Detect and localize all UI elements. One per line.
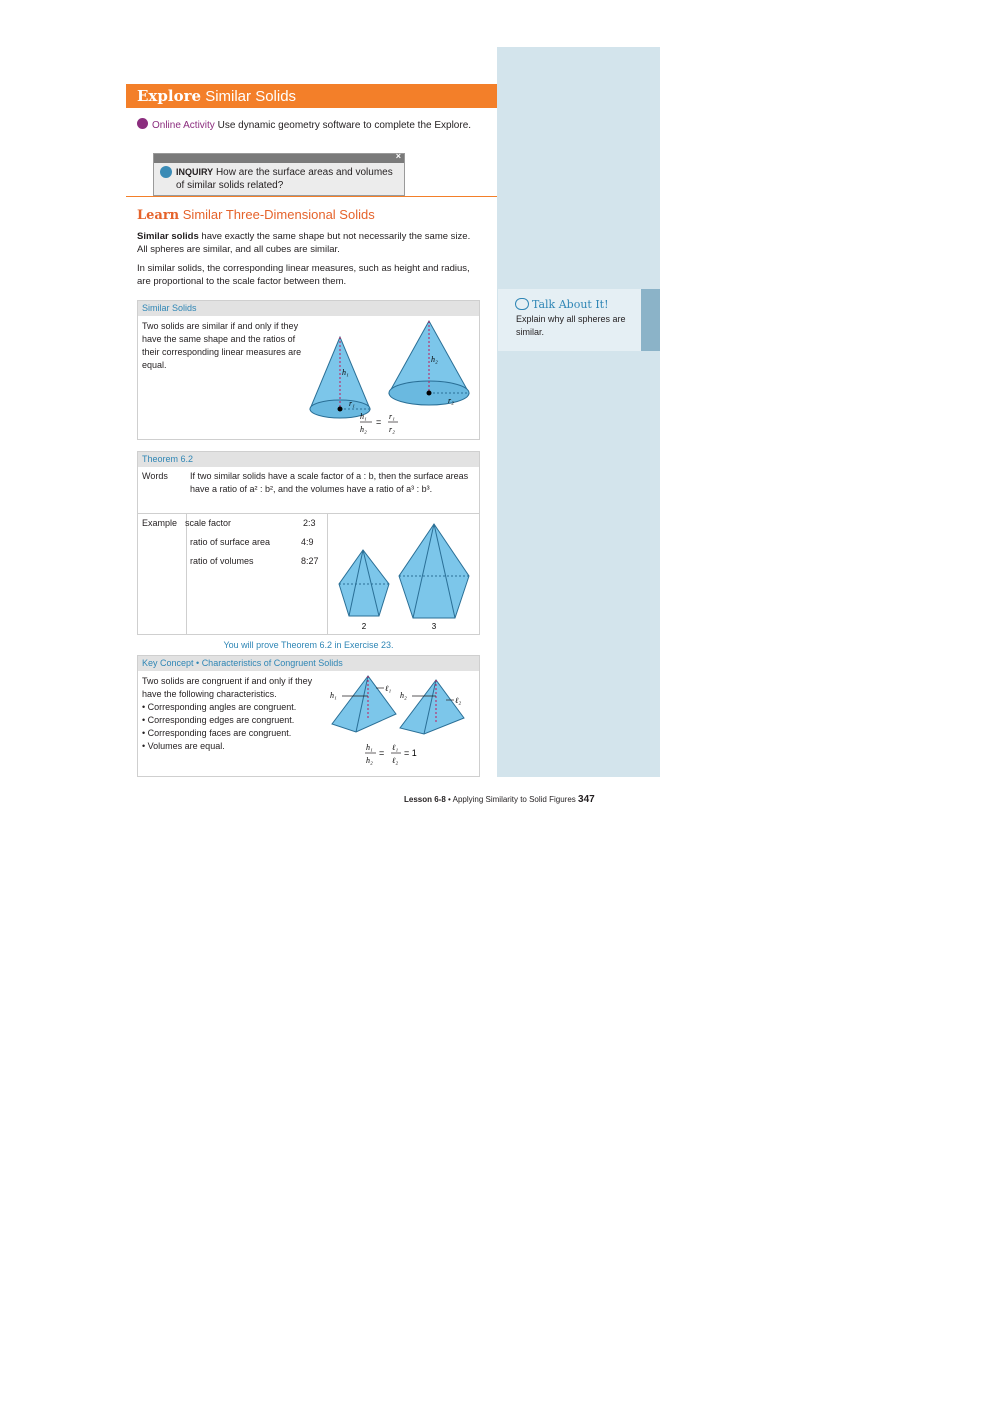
proof-note: You will prove Theorem 6.2 in Exercise 23.: [223, 640, 394, 650]
paragraph-1-text: have exactly the same shape but not necessarily the same size. All spheres are similar, and all cubes are similar.: [137, 231, 471, 255]
key-concept-header: Key Concept • Characteristics of Congruent Solids: [138, 656, 479, 671]
ratio-r1: r₁: [389, 412, 395, 421]
theorem-divider: [138, 513, 479, 514]
inquiry-titlebar: [154, 151, 404, 163]
learn-heading: Learn: [137, 208, 180, 223]
key-concept-title: Characteristics of Congruent Solids: [201, 658, 343, 668]
online-activity-text: Use dynamic geometry software to complete the Explore.: [217, 120, 472, 131]
pyramid-2: [400, 680, 464, 734]
kc-ratio-equals: =: [379, 748, 385, 758]
theorem-words-text: If two similar solids have a scale factor of a : b, then the surface areas have a ratio of a² : b², and the volumes have a ratio of a³ : b³.: [190, 471, 469, 494]
kc-label-l2: ℓ₂: [455, 696, 462, 705]
row-scale-factor-label: scale factor: [185, 518, 232, 528]
kc-ratio-l1: ℓ₁: [392, 743, 399, 752]
small-pyramid: [339, 550, 389, 616]
row-surface-area-label: ratio of surface area: [190, 537, 271, 547]
ratio-h1: h₁: [360, 412, 367, 421]
right-sidebar: [497, 47, 660, 777]
talk-text: Explain why all spheres are similar.: [516, 314, 626, 337]
inquiry-label: INQUIRY: [176, 167, 214, 177]
small-pyramid-label: 2: [361, 622, 367, 631]
key-concept-intro: Two solids are congruent if and only if they have the following characteristics.: [142, 676, 313, 699]
learn-heading-row: [137, 207, 375, 223]
online-activity-link[interactable]: Online Activity: [152, 120, 215, 131]
kc-ratio-one: = 1: [404, 748, 417, 758]
large-cone-center: [427, 391, 432, 396]
kc-ratio-h2: h₂: [366, 756, 373, 765]
theorem-col-divider-2: [327, 514, 328, 635]
explore-header: [126, 84, 497, 108]
close-icon[interactable]: ×: [395, 151, 401, 161]
label-h1: h₁: [342, 368, 349, 377]
page-number: 347: [578, 794, 595, 805]
bullet-edges: • Corresponding edges are congruent.: [142, 715, 295, 725]
footer-title: Applying Similarity to Solid Figures: [452, 795, 576, 804]
theorem-box: [137, 451, 480, 635]
row-volumes-label: ratio of volumes: [190, 556, 254, 566]
large-pyramid: [399, 524, 469, 618]
bullet-volumes: • Volumes are equal.: [142, 741, 225, 751]
explore-title: Similar Solids: [205, 88, 297, 105]
footer-lesson: Lesson 6-8: [404, 795, 446, 804]
online-activity: [137, 118, 482, 133]
label-r2: r₂: [448, 396, 454, 405]
ratio-h2: h₂: [360, 425, 367, 434]
key-concept-label: Key Concept: [142, 658, 194, 668]
square-pyramids-figure: [328, 672, 478, 776]
talk-side-strip: [641, 289, 660, 351]
talk-title-row: [515, 295, 609, 313]
online-activity-icon: [137, 118, 148, 129]
similar-solids-header: Similar Solids: [138, 301, 479, 316]
theorem-header: Theorem 6.2: [138, 452, 479, 467]
explore-divider: [126, 196, 497, 197]
inquiry-text: How are the surface areas and volumes of similar solids related?: [176, 167, 393, 191]
theorem-col-divider: [186, 514, 187, 635]
label-h2: h₂: [431, 355, 438, 364]
kc-label-l1: ℓ₁: [385, 684, 392, 693]
inquiry-widget: [153, 153, 405, 196]
paragraph-similar-solids: [137, 230, 482, 256]
inquiry-icon: [160, 166, 172, 178]
row-scale-factor-value: 2:3: [303, 518, 316, 528]
theorem-example-label: Example: [142, 518, 178, 528]
kc-label-h2: h₂: [400, 691, 407, 700]
key-concept-box: [137, 655, 480, 777]
page-footer: Lesson 6-8 • Applying Similarity to Solid Figures 347: [404, 794, 595, 805]
key-concept-text: [142, 675, 327, 753]
row-volumes-value: 8:27: [301, 556, 319, 566]
cones-figure: [298, 317, 478, 437]
kc-ratio-l2: ℓ₂: [392, 756, 399, 765]
theorem-words-label: Words: [142, 471, 168, 481]
term-similar-solids: Similar solids: [137, 231, 199, 242]
ratio-equals: =: [376, 417, 382, 427]
similar-solids-box: [137, 300, 480, 440]
ratio-r2: r₂: [389, 425, 395, 434]
talk-title: Talk About It!: [532, 298, 609, 311]
talk-about-it-box: [498, 289, 641, 351]
explore-heading: Explore: [137, 87, 202, 105]
kc-label-h1: h₁: [330, 691, 337, 700]
chat-icon: [515, 298, 529, 310]
bullet-angles: • Corresponding angles are congruent.: [142, 702, 297, 712]
label-r1: r₁: [349, 399, 355, 408]
inquiry-body: [154, 163, 404, 192]
pentagonal-pyramids-figure: [333, 518, 478, 633]
kc-ratio-h1: h₁: [366, 743, 373, 752]
small-cone-center: [338, 407, 343, 412]
similar-solids-text: Two solids are similar if and only if they have the same shape and the ratios of their corresponding linear measures are equal.: [142, 321, 302, 370]
large-pyramid-label: 3: [431, 622, 437, 631]
learn-title: Similar Three-Dimensional Solids: [182, 207, 375, 222]
paragraph-2: In similar solids, the corresponding linear measures, such as height and radius, are proportional to the scale factor between them.: [137, 263, 470, 287]
bullet-faces: • Corresponding faces are congruent.: [142, 728, 292, 738]
row-surface-area-value: 4:9: [301, 537, 314, 547]
